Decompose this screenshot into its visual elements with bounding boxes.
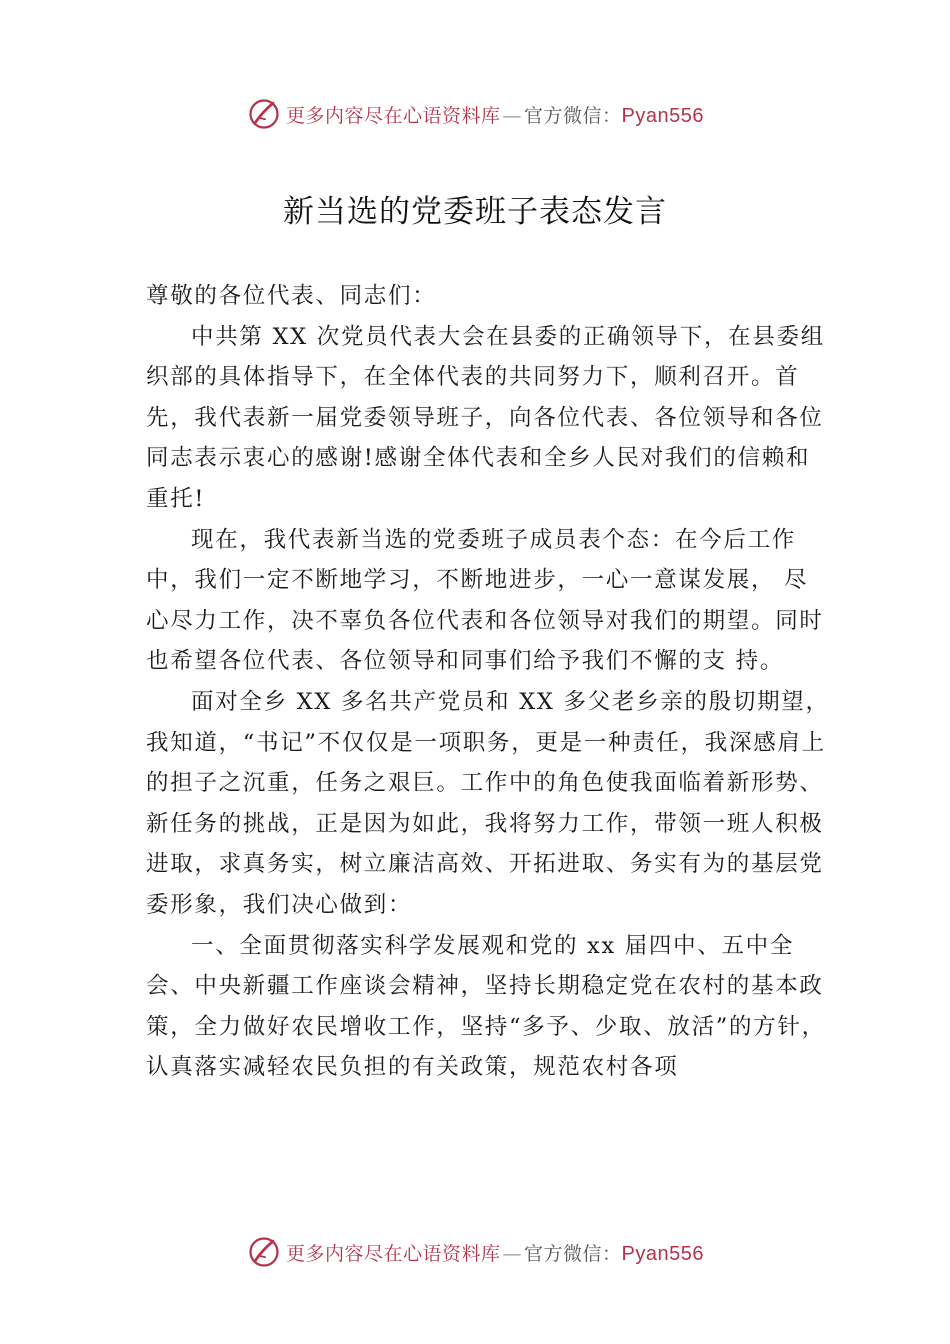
watermark-header (0, 94, 950, 134)
watermark-footer (0, 1232, 950, 1272)
watermark-dash: — (502, 1242, 523, 1265)
watermark-text: 更多内容尽在心语资料库 (286, 104, 501, 127)
pen-logo-icon (246, 96, 282, 132)
watermark-dash: — (502, 104, 523, 127)
paragraph: 面对全乡 XX 多名共产党员和 XX 多父老乡亲的殷切期望，我知道，“书记”不仅仅是一项职务，更是一种责任，我深感肩上的担子之沉重，任务之艰巨。工作中的角色使我面临着新形势、新任务的挑战，正是因为如此，我将努力工作，带领一班人积极进取，求真务实，树立廉洁高效、开拓进取、务实有为的基层党委形象，我们决心做到： (146, 688, 830, 918)
paragraph: 现在，我代表新当选的党委班子成员表个态：在今后工作中，我们一定不断地学习，不断地进步，一心一意谋发展， 尽心尽力工作，决不辜负各位代表和各位领导对我们的期望。同时也希望各位代表、各位领导和同事们给予我们不懈的支 持。 (146, 526, 824, 675)
salutation: 尊敬的各位代表、同志们： (146, 283, 437, 309)
watermark-wechat-label: 官方微信： (524, 104, 622, 127)
document-title: 新当选的党委班子表态发言 (283, 194, 667, 230)
watermark-text: 更多内容尽在心语资料库 (286, 1242, 501, 1265)
watermark-wechat-id: Pyan556 (621, 104, 704, 127)
pen-logo-icon (246, 1234, 282, 1270)
watermark-wechat-id: Pyan556 (621, 1242, 704, 1265)
paragraph: 中共第 XX 次党员代表大会在县委的正确领导下，在县委组织部的具体指导下，在全体代表的共同努力下，顺利召开。首先，我代表新一届党委领导班子，向各位代表、各位领导和各位同志表示衷心的感谢!感谢全体代表和全乡人民对我们的信赖和重托! (146, 323, 825, 512)
paragraph: 一、全面贯彻落实科学发展观和党的 xx 届四中、五中全会、中央新疆工作座谈会精神，坚持长期稳定党在农村的基本政策，全力做好农民增收工作，坚持“多予、少取、放活”的方针，认真落实减轻农民负担的有关政策，规范农村各项 (146, 932, 826, 1081)
document-body (146, 276, 832, 1088)
watermark-wechat-label: 官方微信： (524, 1242, 622, 1265)
